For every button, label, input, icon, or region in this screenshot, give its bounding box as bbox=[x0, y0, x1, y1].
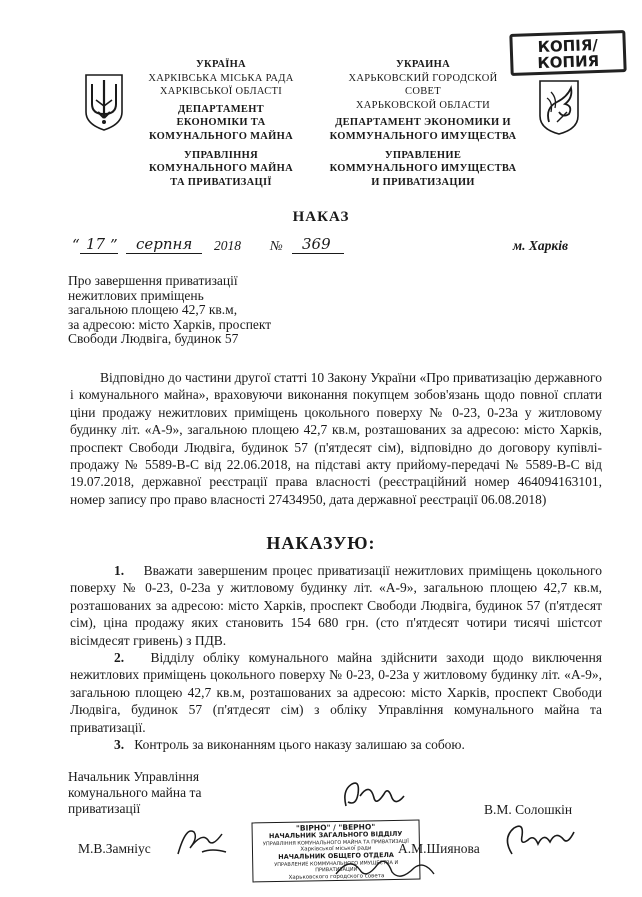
subject-line: нежитлових приміщень bbox=[68, 287, 204, 303]
header-left-line: ТА ПРИВАТИЗАЦІЇ bbox=[170, 176, 272, 188]
order-item bbox=[70, 562, 602, 649]
number-underline bbox=[292, 253, 344, 254]
item-text: Вважати завершеним процес приватизації нежитлових приміщень цокольного поверху № 0-23, 0-23а у житловому будинку літ. «А-9», загальною площею 42,7 кв.м, розташованих за адресою: місто Харків, проспект Свободи Людвіга, будинок 57 (п'ятдесят сім), ціна продажу яких становить 154 680 грн. (сто п'ятдесят чотири тисячі шістсот вісімдесят гривень) з ПДВ. bbox=[70, 563, 603, 648]
header-left-line: ХАРКІВСЬКА МІСЬКА РАДА bbox=[148, 72, 294, 84]
quote-open: “ bbox=[72, 236, 80, 254]
day-underline bbox=[80, 253, 118, 254]
header-left-line: УПРАВЛІННЯ bbox=[184, 149, 258, 161]
stamp-line: Харківської міської ради bbox=[300, 845, 372, 853]
header-left-block bbox=[130, 58, 312, 189]
right-endorser-signature-image bbox=[498, 818, 578, 860]
header-right-line: КОММУНАЛЬНОГО ИМУЩЕСТВА bbox=[329, 163, 517, 175]
order-meta-line bbox=[70, 236, 602, 258]
header-right-line: КОММУНАЛЬНОГО ИМУЩЕСТВА bbox=[329, 130, 517, 142]
header-right-line: ХАРЬКОВСКИЙ ГОРОДСКОЙ bbox=[348, 72, 498, 84]
number-label: № bbox=[270, 238, 283, 253]
header-left-line: КОМУНАЛЬНОГО МАЙНА bbox=[148, 130, 293, 142]
stamp-line: УПРАВЛЕНИЕ КОММУНАЛЬНОГО ИМУЩЕСТВА И ПРИВАТИЗАЦИИ bbox=[274, 859, 399, 874]
subject-line: Про завершення приватизації bbox=[68, 273, 238, 288]
stamp-line: "ВІРНО" / "ВЕРНО" bbox=[295, 822, 376, 833]
order-place: м. Харків bbox=[512, 238, 568, 253]
copy-stamp-line: КОПИЯ bbox=[537, 51, 600, 73]
header-left-line: ЕКОНОМІКИ ТА bbox=[176, 117, 266, 129]
signatory-name: В.М. Солошкін bbox=[484, 802, 573, 817]
header-right-line: И ПРИВАТИЗАЦИИ bbox=[371, 176, 475, 188]
item-text: Відділу обліку комунального майна здійснити заходи щодо виключення нежитлових приміщень цокольного поверху № 0-23, 0-23а у житловому будинку літ. «А-9», загальною площею 42,7 кв.м, розташованих за адресою: місто Харків, проспект Свободи Людвіга, будинок 57 (п'ятдесят сім) з обліку Управління комунального майна та приватизації. bbox=[70, 650, 603, 735]
order-item bbox=[70, 736, 602, 753]
item-number: 1. bbox=[114, 563, 125, 578]
endorser-right-name: А.М.Шиянова bbox=[398, 841, 480, 856]
position-line: приватизації bbox=[68, 801, 141, 816]
left-endorser-signature-image bbox=[172, 822, 232, 862]
verification-stamp bbox=[251, 820, 420, 883]
stamp-line: НАЧАЛЬНИК ЗАГАЛЬНОГО ВІДДІЛУ bbox=[268, 829, 403, 841]
header-right-line: УПРАВЛЕНИЕ bbox=[384, 149, 462, 161]
stamp-line: УПРАВЛІННЯ КОМУНАЛЬНОГО МАЙНА ТА ПРИВАТИЗАЦІЇ bbox=[262, 838, 409, 847]
header-left-line: ДЕПАРТАМЕНТ bbox=[178, 103, 264, 115]
trident-coat-of-arms-icon bbox=[82, 72, 126, 132]
quote-close: ” bbox=[110, 236, 118, 254]
header-right-block bbox=[313, 58, 533, 189]
item-text: Контроль за виконанням цього наказу залишаю за собою. bbox=[134, 737, 465, 753]
header-left-line: ХАРКІВСЬКОЇ ОБЛАСТІ bbox=[159, 86, 283, 98]
stamp-line: Харьковского городского совета bbox=[288, 872, 385, 881]
order-heading: НАКАЗУЮ: bbox=[266, 533, 376, 553]
order-number: 369 bbox=[302, 235, 331, 253]
subject-line: Свободи Людвіга, будинок 57 bbox=[68, 331, 239, 347]
date-day: 17 bbox=[86, 235, 106, 253]
stamp-line: НАЧАЛЬНИК ОБЩЕГО ОТДЕЛА bbox=[278, 850, 394, 862]
endorser-left-name: М.В.Замніус bbox=[78, 841, 151, 856]
date-month: серпня bbox=[136, 235, 193, 253]
item-number: 3. bbox=[114, 737, 125, 753]
order-subject bbox=[68, 274, 271, 347]
header-left-line: УКРАЇНА bbox=[196, 59, 246, 70]
copy-stamp-line: КОПІЯ/ bbox=[537, 35, 599, 57]
kharkiv-city-coat-of-arms-icon bbox=[537, 78, 581, 136]
preamble-paragraph: Відповідно до частини другої статті 10 Закону України «Про приватизацію державного і комунального майна», враховуючи виконання покупцем зобов'язань щодо повної сплати ціни продажу нежитлових приміщень цокольного поверху № 0-23, 0-23а у житловому будинку літ. «А-9», загальною площею 42,7 кв.м, розташованих за адресою: місто Харків, проспект Свободи Людвіга, будинок 57 (п'ятдесят сім), відповідно до договору купівлі-продажу № 5589-В-С від 22.06.2018, на підставі акту прийому-передачі № 5589-В-С від 19.07.2018, державної реєстрації права власності (реєстраційний номер 464094163101, номер запису про право власності 27434950, дата державної реєстрації 06.08.2018) bbox=[70, 370, 602, 507]
subject-line: за адресою: місто Харків, проспект bbox=[68, 316, 272, 332]
head-signature-image bbox=[340, 776, 410, 816]
header-right-line: ХАРЬКОВСКОЙ ОБЛАСТИ bbox=[355, 99, 491, 111]
header-right-line: СОВЕТ bbox=[405, 86, 441, 98]
copy-stamp bbox=[509, 30, 626, 76]
header-right-line: ДЕПАРТАМЕНТ ЭКОНОМИКИ И bbox=[335, 117, 511, 129]
position-line: комунального майна та bbox=[68, 785, 202, 800]
date-year: 2018 bbox=[214, 238, 241, 253]
header-left-line: КОМУНАЛЬНОГО МАЙНА bbox=[148, 163, 293, 175]
header-right-line: УКРАИНА bbox=[396, 59, 450, 70]
signatory-position bbox=[68, 769, 202, 817]
document-title: НАКАЗ bbox=[292, 209, 350, 225]
subject-line: загальною площею 42,7 кв.м, bbox=[68, 302, 238, 318]
order-items bbox=[70, 562, 602, 753]
item-number: 2. bbox=[114, 650, 125, 666]
position-line: Начальник Управління bbox=[68, 769, 200, 784]
month-underline bbox=[126, 253, 202, 254]
order-item bbox=[70, 649, 602, 736]
